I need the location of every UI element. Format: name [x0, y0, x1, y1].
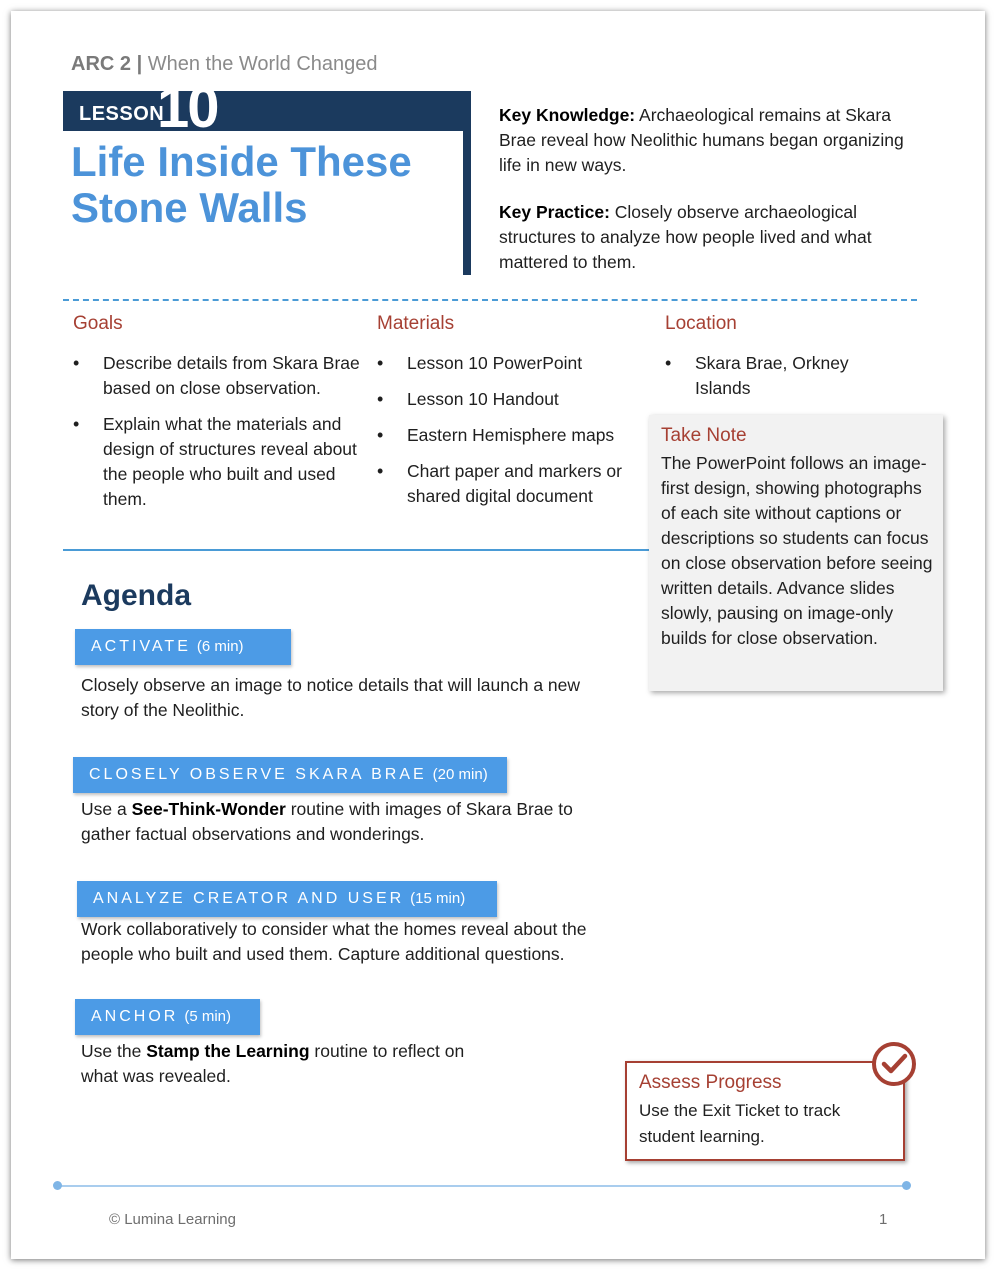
- key-practice-text: Closely observe archaeological structures to analyze how people lived and what mattered to them.: [499, 202, 872, 272]
- goals-heading: Goals: [73, 313, 123, 334]
- lesson-title: [71, 139, 451, 231]
- observe-tag: [73, 757, 507, 793]
- observe-text-before: Use a: [81, 799, 132, 819]
- goal-item: • Describe details from Skara Brae based on close observation.: [73, 351, 373, 401]
- location-list: [665, 351, 895, 412]
- footer-divider: [57, 1185, 907, 1187]
- observe-minutes: (20 min): [432, 766, 488, 783]
- anchor-text: [81, 1039, 501, 1089]
- assess-progress-box: [625, 1061, 905, 1161]
- take-note-text: The PowerPoint follows an image-first design, showing photographs of each site without captions or descriptions so students can focus on close observation before seeing written details. Advance slides slowly, pausing on image-only builds for close observation.: [661, 453, 933, 648]
- key-practice: [499, 200, 929, 275]
- key-knowledge-text: Archaeological remains at Skara Brae reveal how Neolithic humans began organizing life in new ways.: [499, 105, 904, 175]
- anchor-label: ANCHOR: [91, 1008, 179, 1025]
- goal-item: • Explain what the materials and design of structures reveal about the people who built and used them.: [73, 412, 373, 512]
- arc-separator: |: [136, 53, 143, 75]
- lesson-word: LESSON: [79, 103, 165, 125]
- page-number: 1: [879, 1211, 888, 1228]
- materials-heading: Materials: [377, 313, 455, 334]
- observe-label: CLOSELY OBSERVE SKARA BRAE: [89, 766, 427, 783]
- observe-routine: See-Think-Wonder: [131, 799, 286, 819]
- arc-title: When the World Changed: [147, 53, 378, 75]
- analyze-minutes: (15 min): [410, 890, 466, 907]
- activate-minutes: (6 min): [196, 638, 244, 655]
- assess-progress-text: Use the Exit Ticket to track student learning.: [639, 1101, 841, 1146]
- take-note-title: Take Note: [661, 425, 747, 446]
- key-knowledge: [499, 103, 929, 178]
- check-circle-icon: [871, 1041, 917, 1087]
- goals-list: [73, 351, 373, 523]
- material-item: • Lesson 10 PowerPoint: [377, 351, 647, 376]
- anchor-tag: [75, 999, 260, 1035]
- key-practice-label: Key Practice:: [499, 202, 610, 222]
- activate-label: ACTIVATE: [91, 638, 191, 655]
- activate-text: Closely observe an image to notice details that will launch a new story of the Neolithic.: [81, 675, 581, 720]
- analyze-label: ANALYZE CREATOR AND USER: [93, 890, 405, 907]
- arc-heading: [71, 53, 378, 76]
- analyze-tag: [77, 881, 497, 917]
- take-note-box: [649, 415, 943, 691]
- assess-progress-title: Assess Progress: [639, 1072, 782, 1093]
- arc-label: ARC 2: [71, 53, 132, 75]
- anchor-minutes: (5 min): [184, 1008, 232, 1025]
- location-heading: Location: [665, 313, 737, 334]
- material-item: • Lesson 10 Handout: [377, 387, 647, 412]
- key-section: [499, 103, 929, 297]
- anchor-routine: Stamp the Learning: [146, 1041, 310, 1061]
- anchor-text-before: Use the: [81, 1041, 147, 1061]
- anchor-text-after: routine to reflect on what was revealed.: [81, 1041, 465, 1086]
- lesson-banner-edge: [463, 91, 471, 275]
- lesson-page: [11, 11, 985, 1259]
- lesson-title-line-1: Life Inside These: [71, 138, 412, 185]
- footer-dot-left: [53, 1181, 62, 1190]
- section-divider: [63, 549, 651, 551]
- key-knowledge-label: Key Knowledge:: [499, 105, 636, 125]
- activate-tag: [75, 629, 291, 665]
- observe-text: [81, 797, 611, 847]
- observe-text-after: routine with images of Skara Brae to gather factual observations and wonderings.: [81, 799, 573, 844]
- copyright: © Lumina Learning: [109, 1211, 236, 1228]
- material-item: • Eastern Hemisphere maps: [377, 423, 647, 448]
- material-item: • Chart paper and markers or shared digital document: [377, 459, 647, 509]
- footer-dot-right: [902, 1181, 911, 1190]
- dashed-divider: [63, 299, 917, 301]
- lesson-number: 10: [157, 75, 218, 140]
- materials-list: [377, 351, 647, 520]
- agenda-title: Agenda: [81, 579, 192, 612]
- lesson-title-line-2: Stone Walls: [71, 184, 308, 231]
- location-item: • Skara Brae, Orkney Islands: [665, 351, 895, 401]
- analyze-text: Work collaboratively to consider what the homes reveal about the people who built and used them. Capture additional questions.: [81, 919, 587, 964]
